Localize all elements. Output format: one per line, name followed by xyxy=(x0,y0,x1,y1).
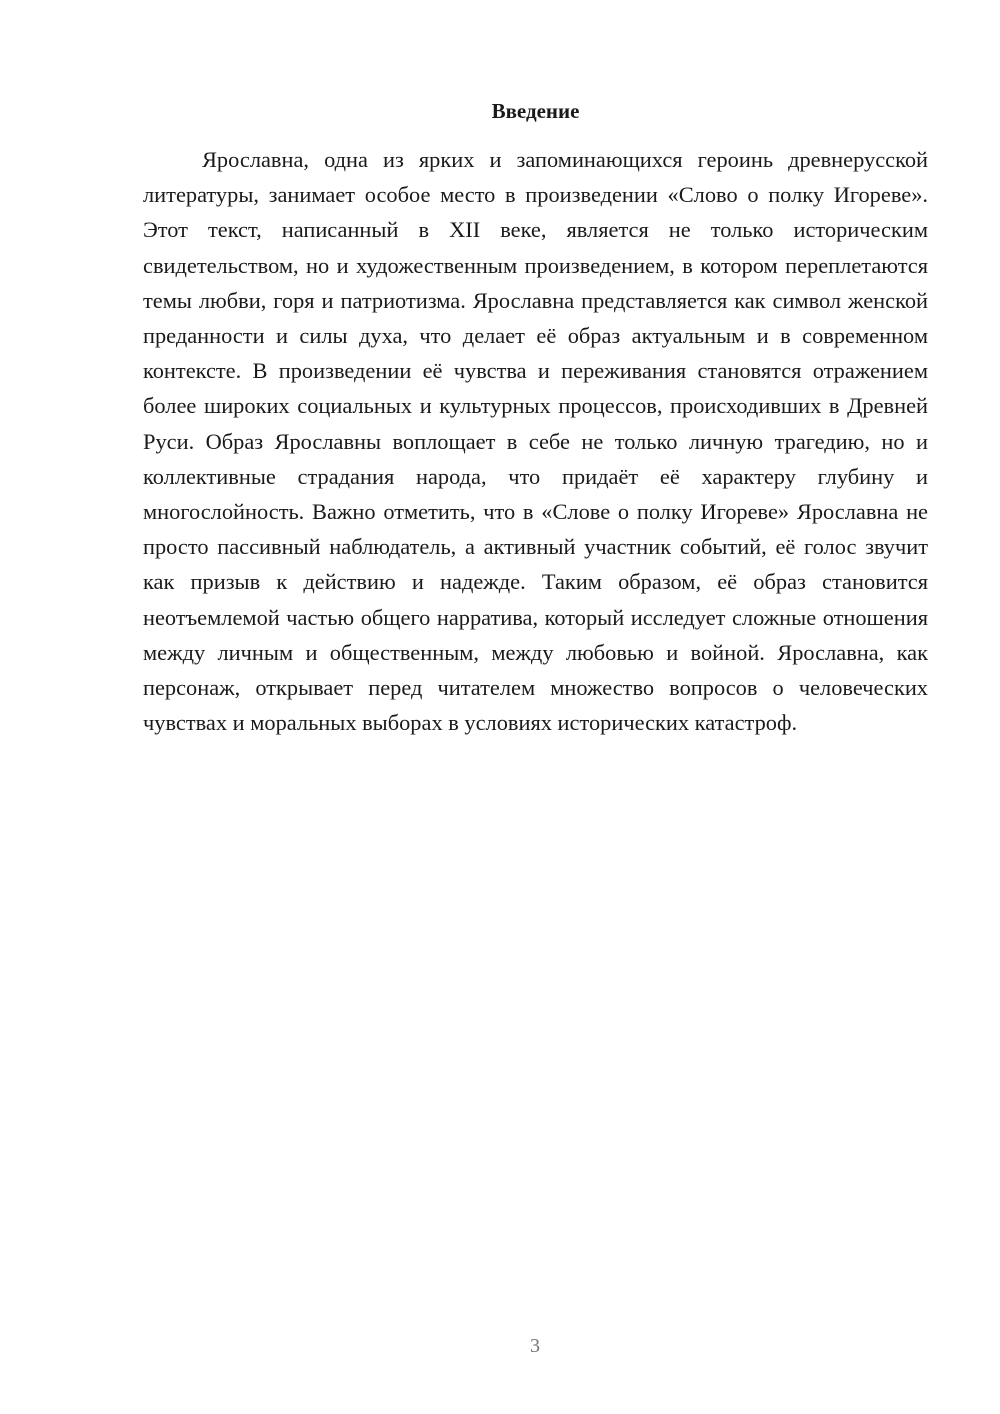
section-heading: Введение xyxy=(491,99,580,123)
page-number: 3 xyxy=(530,1335,540,1357)
body-paragraph: Ярославна, одна из ярких и запоминающихся героинь древнерусской литературы, занимает особое место в произведении «Слово о полку Игореве». Этот текст, написанный в XII веке, является не только историческим свидетельством, но и художественным произведением, в котором переплетаются темы любви, горя и патриотизма. Ярославна представляется как символ женской преданности и силы духа, что делает её образ актуальным и в современном контексте. В произведении её чувства и переживания становятся отражением более широких социальных и культурных процессов, происходивших в Древней Руси. Образ Ярославны воплощает в себе не только личную трагедию, но и коллективные страдания народа, что придаёт её характеру глубину и многослойность. Важно отметить, что в «Слове о полку Игореве» Ярославна не просто пассивный наблюдатель, а активный участник событий, её голос звучит как призыв к действию и надежде. Таким образом, её образ становится неотъемлемой частью общего нарратива, который исследует сложные отношения между личным и общественным, между любовью и войной. Ярославна, как персонаж, открывает перед читателем множество вопросов о человеческих чувствах и моральных выборах в условиях исторических катастроф. xyxy=(143,147,928,736)
